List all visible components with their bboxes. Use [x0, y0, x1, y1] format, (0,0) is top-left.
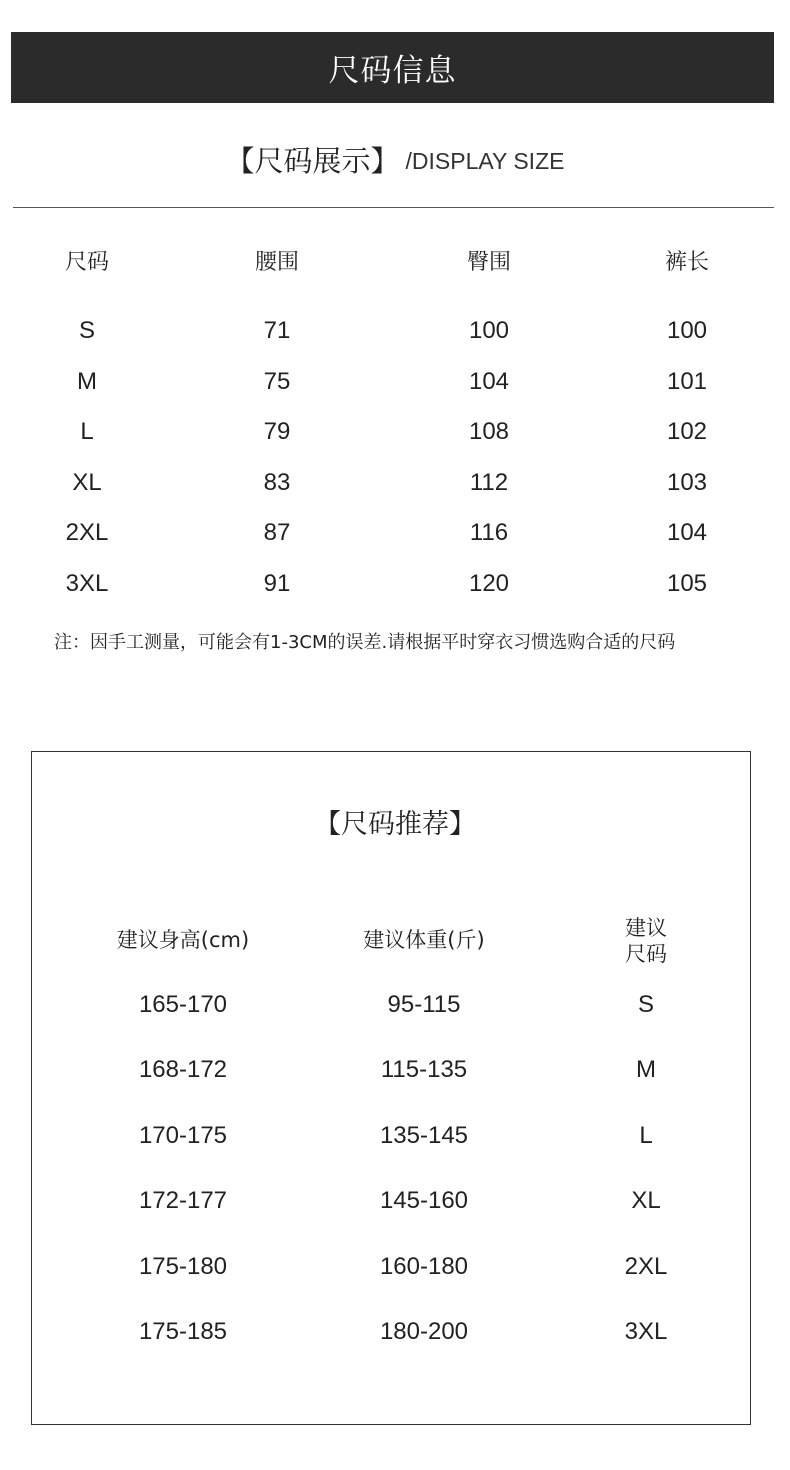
hip-cell: 116	[469, 519, 509, 547]
size-cell: S	[78, 317, 95, 344]
header-waist: 腰围	[254, 250, 299, 275]
size-cell: XL	[72, 468, 102, 496]
size-cell: 2XL	[624, 1252, 668, 1280]
header-height: 建议身高(cm)	[116, 928, 250, 952]
weight-cell: 95-115	[387, 991, 461, 1018]
weight-cell: 115-135	[380, 1056, 468, 1084]
weight-cell: 145-160	[379, 1187, 469, 1215]
header-hip: 臀围	[466, 250, 511, 275]
table-row	[0, 561, 790, 612]
table-row	[0, 1242, 790, 1307]
height-cell: 175-180	[138, 1252, 228, 1280]
hip-cell: 120	[468, 569, 510, 597]
size-cell: 3XL	[65, 569, 109, 597]
size-cell: 2XL	[65, 519, 109, 547]
size-cell: L	[80, 418, 94, 446]
waist-cell: 91	[263, 569, 291, 597]
banner-title: 尺码信息	[328, 53, 457, 89]
table-row	[0, 409, 790, 460]
table-row	[0, 1111, 790, 1176]
size-recommendation-table	[0, 910, 790, 1372]
length-cell: 102	[666, 418, 708, 446]
table-row	[0, 308, 790, 359]
hip-cell: 100	[468, 317, 510, 344]
length-cell: 104	[666, 519, 708, 547]
display-size-title-en: /DISPLAY SIZE	[405, 147, 565, 174]
size-chart-table	[0, 240, 790, 612]
header-length: 裤长	[664, 250, 709, 275]
length-cell: 105	[666, 569, 708, 597]
size-cell: S	[637, 991, 654, 1018]
hip-cell: 104	[468, 367, 510, 395]
table-row	[0, 1307, 790, 1372]
height-cell: 172-177	[138, 1187, 228, 1215]
size-info-banner	[11, 32, 774, 103]
length-cell: 101	[666, 367, 708, 395]
table-row	[0, 359, 790, 410]
table-row	[0, 510, 790, 561]
header-size: 尺码	[64, 250, 109, 275]
size-cell: L	[639, 1121, 653, 1149]
length-cell: 100	[666, 317, 708, 344]
hip-cell: 112	[469, 468, 509, 496]
size-chart-header-row	[0, 240, 790, 286]
weight-cell: 135-145	[379, 1121, 469, 1149]
waist-cell: 79	[263, 418, 291, 446]
section-divider	[13, 207, 774, 208]
height-cell: 175-185	[138, 1317, 228, 1345]
weight-cell: 160-180	[379, 1252, 469, 1280]
display-size-heading	[0, 135, 790, 183]
size-cell: M	[636, 1056, 656, 1084]
recommendation-header-row	[0, 910, 790, 980]
measurement-note: 注：因手工测量，可能会有1-3CM的误差.请根据平时穿衣习惯选购合适的尺码	[54, 632, 676, 653]
size-cell: XL	[631, 1187, 661, 1215]
waist-cell: 75	[263, 367, 291, 395]
size-recommendation-title: 【尺码推荐】	[314, 809, 476, 840]
header-weight: 建议体重(斤)	[363, 928, 485, 952]
display-size-title-cn: 【尺码展示】	[225, 143, 400, 178]
height-cell: 168-172	[138, 1056, 228, 1084]
waist-cell: 87	[263, 519, 291, 547]
length-cell: 103	[666, 468, 708, 496]
height-cell: 165-170	[138, 991, 228, 1018]
header-suggested-size: 建议尺码	[625, 916, 667, 966]
height-cell: 170-175	[138, 1121, 228, 1149]
table-row	[0, 1176, 790, 1241]
waist-cell: 83	[263, 468, 291, 496]
size-cell: 3XL	[624, 1317, 668, 1345]
table-row	[0, 980, 790, 1045]
weight-cell: 180-200	[379, 1317, 469, 1345]
size-cell: M	[77, 367, 97, 395]
table-row	[0, 1045, 790, 1110]
waist-cell: 71	[263, 317, 291, 344]
hip-cell: 108	[468, 418, 510, 446]
table-row	[0, 460, 790, 511]
